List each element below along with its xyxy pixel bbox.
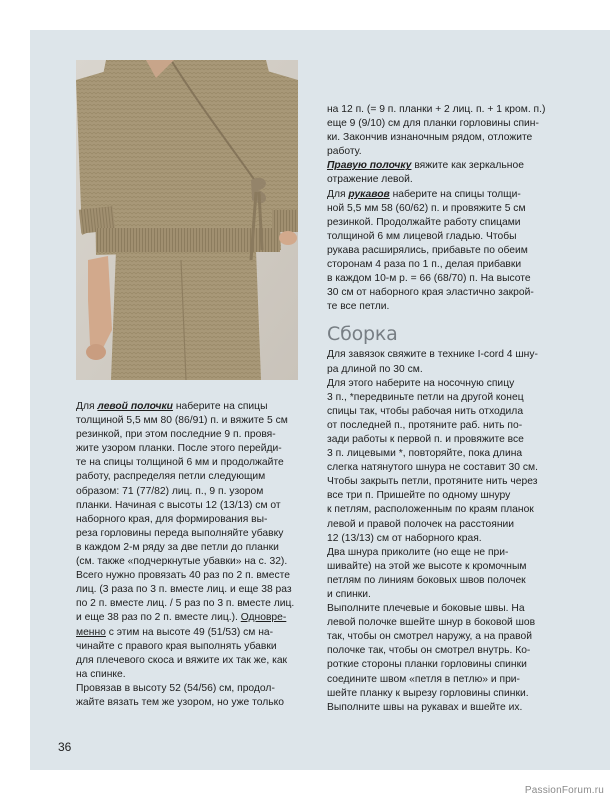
left-text-column	[76, 400, 294, 710]
text-line	[76, 611, 294, 625]
right-text-column	[327, 103, 545, 715]
text-line: петлям по линиям боковых швов полочек	[327, 574, 526, 586]
underlined-term: Одновре-	[240, 612, 287, 624]
section-term-right-front: Правую полочку	[327, 160, 412, 172]
text-line: отражение левой.	[327, 174, 413, 186]
text-line: те все петли.	[327, 301, 390, 313]
text-line: Выполните швы на рукавах и вшейте их.	[327, 701, 523, 713]
text-line: Два шнура приколите (но еще не при-	[327, 546, 509, 558]
text-line: в каждом 2-м ряду за две петли до планки	[76, 541, 279, 553]
text-line: по 2 п. вместе лиц. / 5 раз по 3 п. вместе лиц.	[76, 598, 295, 610]
text-line: от последней п., протяните раб. нить по-	[327, 419, 523, 431]
text-line: жайте вязать тем же узором, но уже только	[76, 696, 284, 708]
text-line: левой и правой полочек на расстоянии	[327, 518, 515, 530]
section-term-sleeves: рукавов	[348, 188, 390, 200]
text-line: все три п. Пришейте по одному шнуру	[327, 490, 511, 502]
text-line: слегка натянутого шнура не составит 30 см.	[327, 462, 538, 474]
section-term-left-front: левой полочки	[97, 401, 173, 412]
text-line: (см. также «подчеркнутые убавки» на с. 32).	[76, 556, 288, 568]
text-line: и спинки.	[327, 589, 371, 600]
text-line: Для этого наберите на носочную спицу	[327, 377, 515, 389]
text-fragment: наберите на спицы толщи-	[389, 188, 521, 200]
text-line: сторонам 4 раза по 1 п., делая прибавки	[327, 259, 522, 271]
text-line: резинкой. Продолжайте работу спицами	[327, 216, 521, 228]
text-fragment: с этим на высоте 49 (51/53) см на-	[105, 626, 274, 638]
text-line: ки. Закончив изнаночным рядом, отложите	[327, 132, 533, 144]
text-line: еще 9 (9/10) см для планки горловины спин-	[327, 118, 539, 130]
text-line: лиц. (3 раза по 3 п. вместе лиц. и еще 38 раз	[76, 584, 292, 596]
text-line: наборного края, для формирования вы-	[76, 513, 268, 525]
text-line: толщиной 5,5 мм 80 (86/91) п. и вяжите 5 см	[76, 415, 288, 427]
text-line: Провязав в высоту 52 (54/56) см, продол-	[76, 682, 275, 694]
text-line: 3 п., *передвиньте петли на другой конец	[327, 391, 524, 403]
text-line: Чтобы закрыть петли, протяните нить через	[327, 476, 538, 488]
text-line: для плечевого скоса и вяжите их так же, как	[76, 654, 288, 666]
text-line: Всего нужно провязать 40 раз по 2 п. вместе	[76, 570, 291, 582]
text-line: зади работы к первой п. и провяжите все	[327, 433, 524, 445]
text-line: в каждом 10-м р. = 66 (68/70) п. На высоте	[327, 273, 531, 285]
text-line: 30 см от наборного края эластично закрой-	[327, 287, 534, 299]
text-line: на 12 п. (= 9 п. планки + 2 лиц. п. + 1 кром. п.)	[327, 104, 546, 115]
text-line: резинкой, при этом последние 9 п. провя-	[76, 429, 276, 441]
text-line: шивайте) на этой же высоте к кромочным	[327, 560, 527, 572]
text-line: чинайте с правого края выполнять убавки	[76, 640, 277, 652]
text-fragment: Для	[327, 188, 349, 200]
text-line	[76, 400, 294, 414]
text-line: ной 5,5 мм 58 (60/62) п. и провяжите 5 см	[327, 202, 526, 214]
text-line: спицы так, чтобы рабочая нить отходила	[327, 405, 524, 417]
underlined-term: менно	[76, 626, 106, 638]
text-line	[76, 626, 294, 640]
text-line: рукава расширялись, прибавьте по обеим	[327, 244, 528, 256]
text-fragment: Для	[76, 401, 98, 412]
section-heading-assembly: Сборка	[327, 323, 398, 346]
text-line: Для завязок свяжите в технике I-cord 4 шну-	[327, 349, 538, 361]
text-line: работу, распределяя петли следующим	[76, 471, 266, 483]
text-line: 3 п. лицевыми *, повторяйте, пока длина	[327, 448, 523, 460]
text-line: шейте планку к вырезу горловины спинки.	[327, 687, 529, 699]
text-line: те на спицы толщиной 6 мм и продолжайте	[76, 457, 284, 469]
cardigan-illustration	[76, 60, 298, 380]
text-line: левой полочке вшейте шнур в боковой шов	[327, 617, 536, 629]
text-line: роткие стороны планки горловины спинки	[327, 659, 527, 671]
text-line: планки. Начиная с высоты 12 (13/13) см от	[76, 499, 281, 511]
text-line	[327, 188, 545, 202]
text-line: Выполните плечевые и боковые швы. На	[327, 603, 525, 615]
text-line: так, чтобы он смотрел наружу, а на правой	[327, 631, 532, 643]
text-line: толщиной 6 мм лицевой гладью. Чтобы	[327, 230, 517, 242]
text-line: 12 (13/13) см от наборного края.	[327, 532, 482, 544]
text-line	[327, 159, 545, 173]
text-line: реза горловины переда выполняйте убавку	[76, 527, 284, 539]
text-line: полочке так, чтобы он смотрел внутрь. Ко-	[327, 645, 531, 657]
text-line: работу.	[327, 146, 362, 158]
text-line: к петлям, расположенным по краям планок	[327, 504, 534, 516]
text-fragment: вяжите как зеркальное	[411, 160, 524, 172]
text-line: образом: 71 (77/82) лиц. п., 9 п. узором	[76, 485, 264, 497]
watermark: PassionForum.ru	[524, 785, 604, 796]
knitted-wrap-cardigan-photo	[76, 60, 298, 380]
text-line: ра длиной по 30 см.	[327, 363, 423, 375]
page-number: 36	[58, 740, 72, 754]
text-fragment: и еще 38 раз по 2 п. вместе лиц.).	[76, 612, 238, 624]
text-fragment: наберите на спицы	[172, 401, 268, 412]
text-line: жите узором планки. После этого перейди-	[76, 443, 282, 455]
text-line: на спинке.	[76, 668, 126, 680]
text-line: соедините швом «петля в петлю» и при-	[327, 673, 520, 685]
